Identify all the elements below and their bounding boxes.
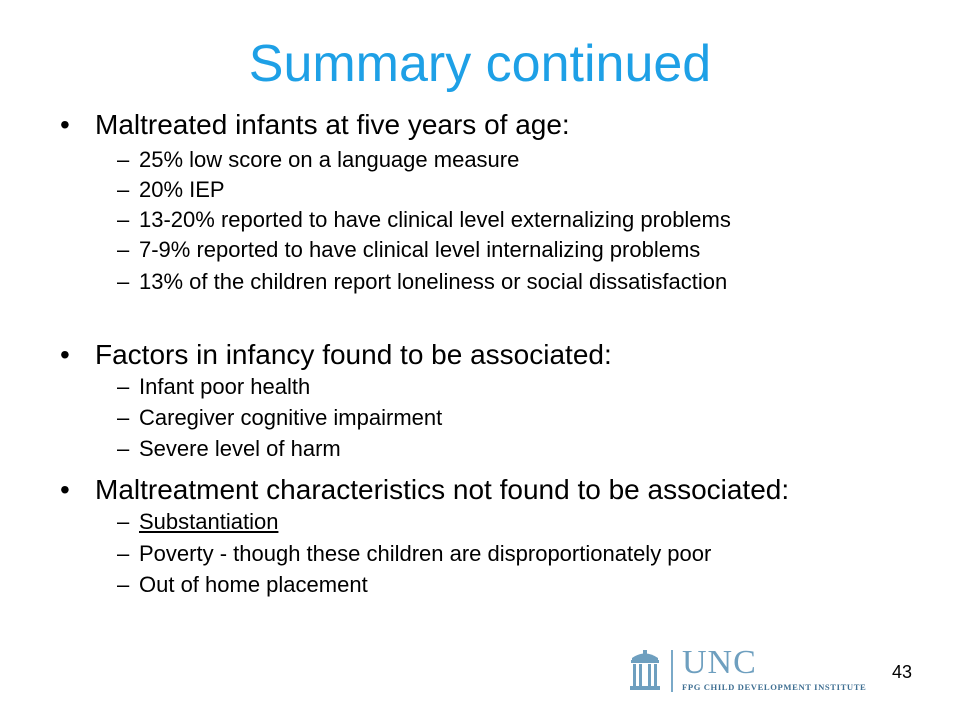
sub-item-text: 20% IEP	[139, 177, 225, 202]
dash-marker: –	[117, 405, 130, 430]
sub-item-text: Severe level of harm	[139, 436, 341, 461]
dash-marker: –	[117, 207, 130, 232]
sub-item-text: Infant poor health	[139, 374, 311, 399]
logo-divider	[671, 650, 673, 692]
bullet-marker: •	[60, 109, 70, 140]
page-number: 43	[892, 662, 913, 682]
old-well-icon	[628, 648, 662, 692]
dash-marker: –	[117, 541, 130, 566]
sub-item-text: 13% of the children report loneliness or social dissatisfaction	[139, 269, 728, 294]
sub-item-text: Out of home placement	[139, 572, 368, 597]
logo-brand: UNC	[682, 644, 757, 681]
bullet-marker: •	[60, 474, 70, 505]
dash-marker: –	[117, 237, 130, 262]
sub-item-text-underlined: Substantiation	[139, 509, 279, 534]
sub-item-text: 7-9% reported to have clinical level internalizing problems	[139, 237, 701, 262]
dash-marker: –	[117, 177, 130, 202]
bullet-marker: •	[60, 339, 70, 370]
logo-subtitle: FPG CHILD DEVELOPMENT INSTITUTE	[682, 682, 867, 692]
sub-item-text: Poverty - though these children are disproportionately poor	[139, 541, 712, 566]
dash-marker: –	[117, 269, 130, 294]
bullet-heading: Maltreated infants at five years of age:	[95, 109, 570, 140]
dash-marker: –	[117, 147, 130, 172]
sub-item-text: 25% low score on a language measure	[139, 147, 520, 172]
dash-marker: –	[117, 436, 130, 461]
slide-title: Summary continued	[248, 35, 712, 93]
dash-marker: –	[117, 374, 130, 399]
dash-marker: –	[117, 509, 130, 534]
sub-item-text: Caregiver cognitive impairment	[139, 405, 443, 430]
bullet-heading: Factors in infancy found to be associated:	[95, 339, 612, 370]
sub-item-text: 13-20% reported to have clinical level externalizing problems	[139, 207, 731, 232]
dash-marker: –	[117, 572, 130, 597]
unc-fpg-logo	[628, 644, 888, 694]
bullet-heading: Maltreatment characteristics not found to be associated:	[95, 474, 790, 505]
